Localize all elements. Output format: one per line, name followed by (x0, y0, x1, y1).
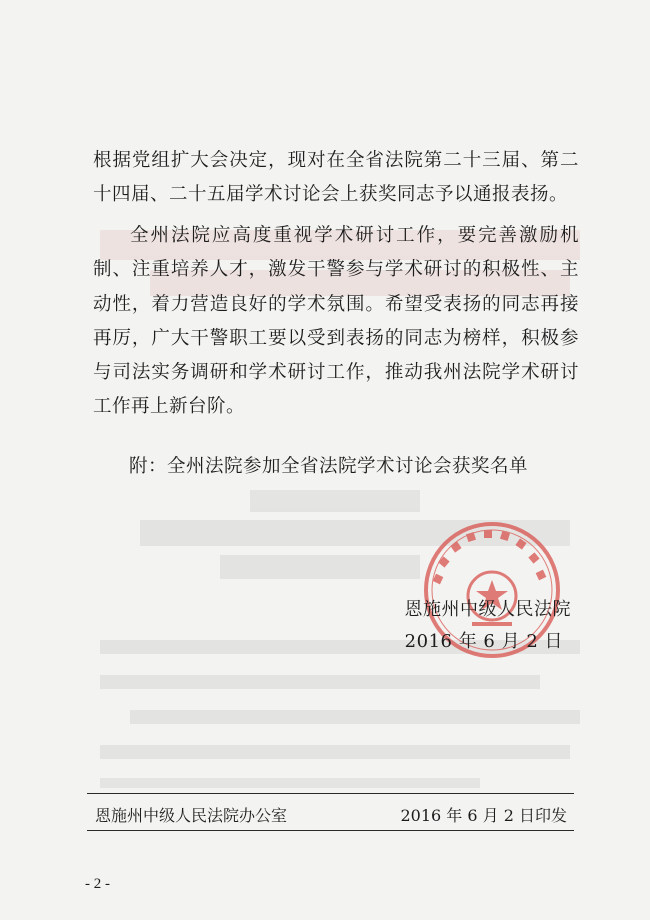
footer-office: 恩施州中级人民法院办公室 (95, 806, 288, 825)
body-paragraph-1: 根据党组扩大会决定，现对在全省法院第二十三届、第二十四届、二十五届学术讨论会上获奖同志予以通报表扬。 (93, 150, 579, 206)
footer-divider-bottom (87, 830, 574, 831)
attachment-note: 附：全州法院参加全省法院学术讨论会获奖名单 (129, 456, 529, 477)
footer-print-date: 2016 年 6 月 2 日印发 (400, 806, 567, 825)
footer-divider-top (87, 793, 574, 794)
issuer-name: 恩施州中级人民法院 (404, 599, 571, 620)
issue-date: 2016 年 6 月 2 日 (404, 631, 563, 652)
body-paragraph-2: 全州法院应高度重视学术研讨工作，要完善激励机制、注重培养人才，激发干警参与学术研讨的积极性、主动性，着力营造良好的学术氛围。希望受表扬的同志再接再厉，广大干警职工要以受到表扬的同志为榜样，积极参与司法实务调研和学术研讨工作，推动我州法院学术研讨工作再上新台阶。 (93, 225, 579, 418)
page-number: - 2 - (85, 876, 110, 892)
